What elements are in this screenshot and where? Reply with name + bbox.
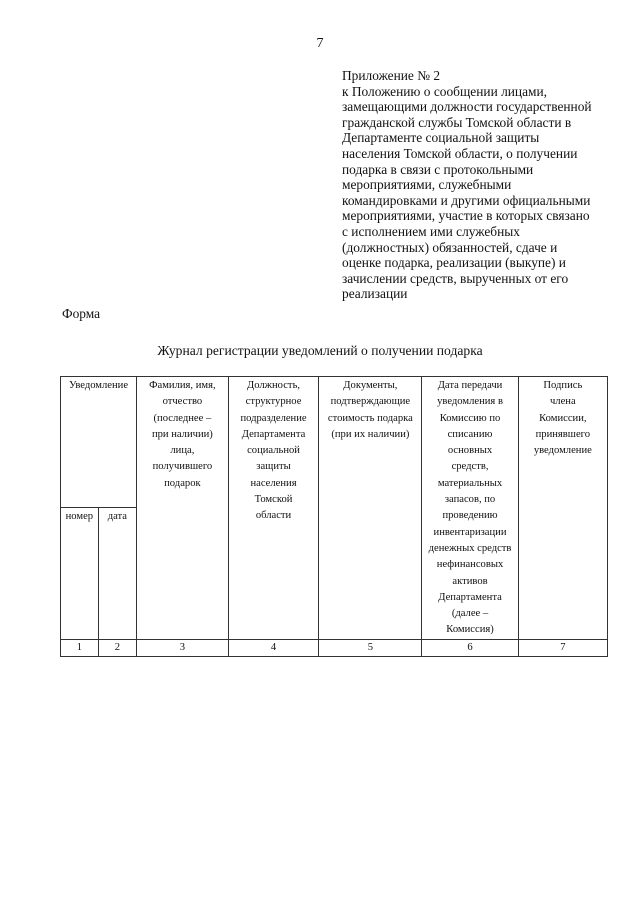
- appendix-line: мероприятиями, служебными: [342, 177, 512, 193]
- appendix-line: (должностных) обязанностей, сдаче и: [342, 239, 558, 255]
- column-number: 5: [319, 639, 422, 656]
- header-line: лица,: [170, 445, 195, 457]
- page-number: 7: [316, 36, 324, 51]
- column-number: 6: [422, 639, 518, 656]
- header-line: Комиссии,: [539, 412, 587, 424]
- appendix-line: гражданской службы Томской области в: [342, 114, 572, 130]
- appendix-line: к Положению о сообщении лицами,: [342, 83, 548, 99]
- position-column-header: [228, 377, 319, 640]
- signature-column-header: [518, 377, 607, 640]
- documents-column-header: [319, 377, 422, 640]
- appendix-line: с исполнением ими служебных: [342, 223, 520, 239]
- column-number: 2: [98, 639, 136, 656]
- appendix-line: Департаменте социальной защиты: [342, 130, 540, 146]
- column-number: 1: [61, 639, 99, 656]
- header-line: материальных: [437, 477, 503, 489]
- transfer-date-column-header: [422, 377, 518, 640]
- header-line: Должность,: [247, 380, 301, 391]
- header-line: списанию: [447, 428, 493, 440]
- appendix-line: реализации: [342, 286, 408, 302]
- header-line: принявшего: [535, 428, 591, 440]
- header-line: Департамента: [438, 591, 502, 603]
- header-line: активов: [452, 575, 488, 587]
- header-line: уведомления в: [437, 396, 503, 408]
- header-line: области: [255, 510, 292, 522]
- column-number-row: [61, 639, 608, 656]
- header-line: Комиссия): [446, 624, 494, 636]
- appendix-line: Приложение № 2: [342, 68, 441, 83]
- header-line: стоимость подарка: [327, 412, 413, 424]
- header-line: защиты: [256, 461, 291, 473]
- header-line: запасов, по: [444, 494, 496, 506]
- appendix-line: замещающими должности государственной: [342, 99, 592, 115]
- header-line: члена: [549, 396, 576, 408]
- full-name-column-header: [137, 377, 229, 640]
- appendix-line: командировками и другими официальными: [342, 192, 591, 208]
- appendix-line: зачислении средств, вырученных от его: [342, 270, 569, 286]
- header-line: инвентаризации: [433, 526, 507, 538]
- header-line: нефинансовых: [436, 559, 504, 571]
- header-line: средств,: [451, 461, 489, 473]
- header-line: социальной: [247, 445, 300, 457]
- header-line: Документы,: [343, 380, 398, 391]
- appendix-line: оценке подарка, реализации (выкупе) и: [342, 255, 566, 271]
- header-line: основных: [447, 445, 493, 457]
- header-line: уведомление: [533, 445, 592, 457]
- journal-title: Журнал регистрации уведомлений о получении подарка: [157, 343, 483, 358]
- header-line: (последнее –: [153, 412, 212, 424]
- header-line: Дата передачи: [437, 380, 503, 391]
- header-line: Департамента: [241, 428, 306, 440]
- header-line: проведению: [442, 510, 498, 522]
- header-line: при наличии): [151, 428, 213, 440]
- column-number: 4: [228, 639, 319, 656]
- header-line: (при их наличии): [331, 428, 410, 440]
- appendix-line: подарка в связи с протокольными: [342, 161, 534, 177]
- header-line: населения: [250, 477, 297, 489]
- appendix-line: населения Томской области, о получении: [342, 145, 578, 161]
- table-header-row: [61, 377, 608, 508]
- notification-header: Уведомление: [61, 377, 137, 508]
- column-number: 3: [137, 639, 229, 656]
- column-number: 7: [518, 639, 607, 656]
- header-line: Фамилия, имя,: [149, 380, 216, 391]
- header-line: Комиссию по: [439, 412, 501, 424]
- registration-table: [60, 376, 608, 657]
- header-line: Томской: [254, 494, 293, 506]
- header-line: подарок: [164, 477, 201, 489]
- header-line: (далее –: [451, 608, 489, 620]
- header-line: получившего: [152, 461, 213, 473]
- header-line: Подпись: [543, 380, 583, 391]
- appendix-header: [342, 68, 617, 302]
- appendix-line: мероприятиями, участие в которых связано: [342, 208, 590, 224]
- header-line: денежных средств: [428, 542, 512, 554]
- form-label: Форма: [62, 306, 101, 321]
- date-column-header: дата: [98, 508, 136, 639]
- header-line: структурное: [245, 396, 302, 408]
- number-column-header: номер: [61, 508, 99, 639]
- header-line: подтверждающие: [330, 396, 411, 408]
- header-line: отчество: [162, 396, 203, 408]
- header-line: подразделение: [240, 412, 307, 424]
